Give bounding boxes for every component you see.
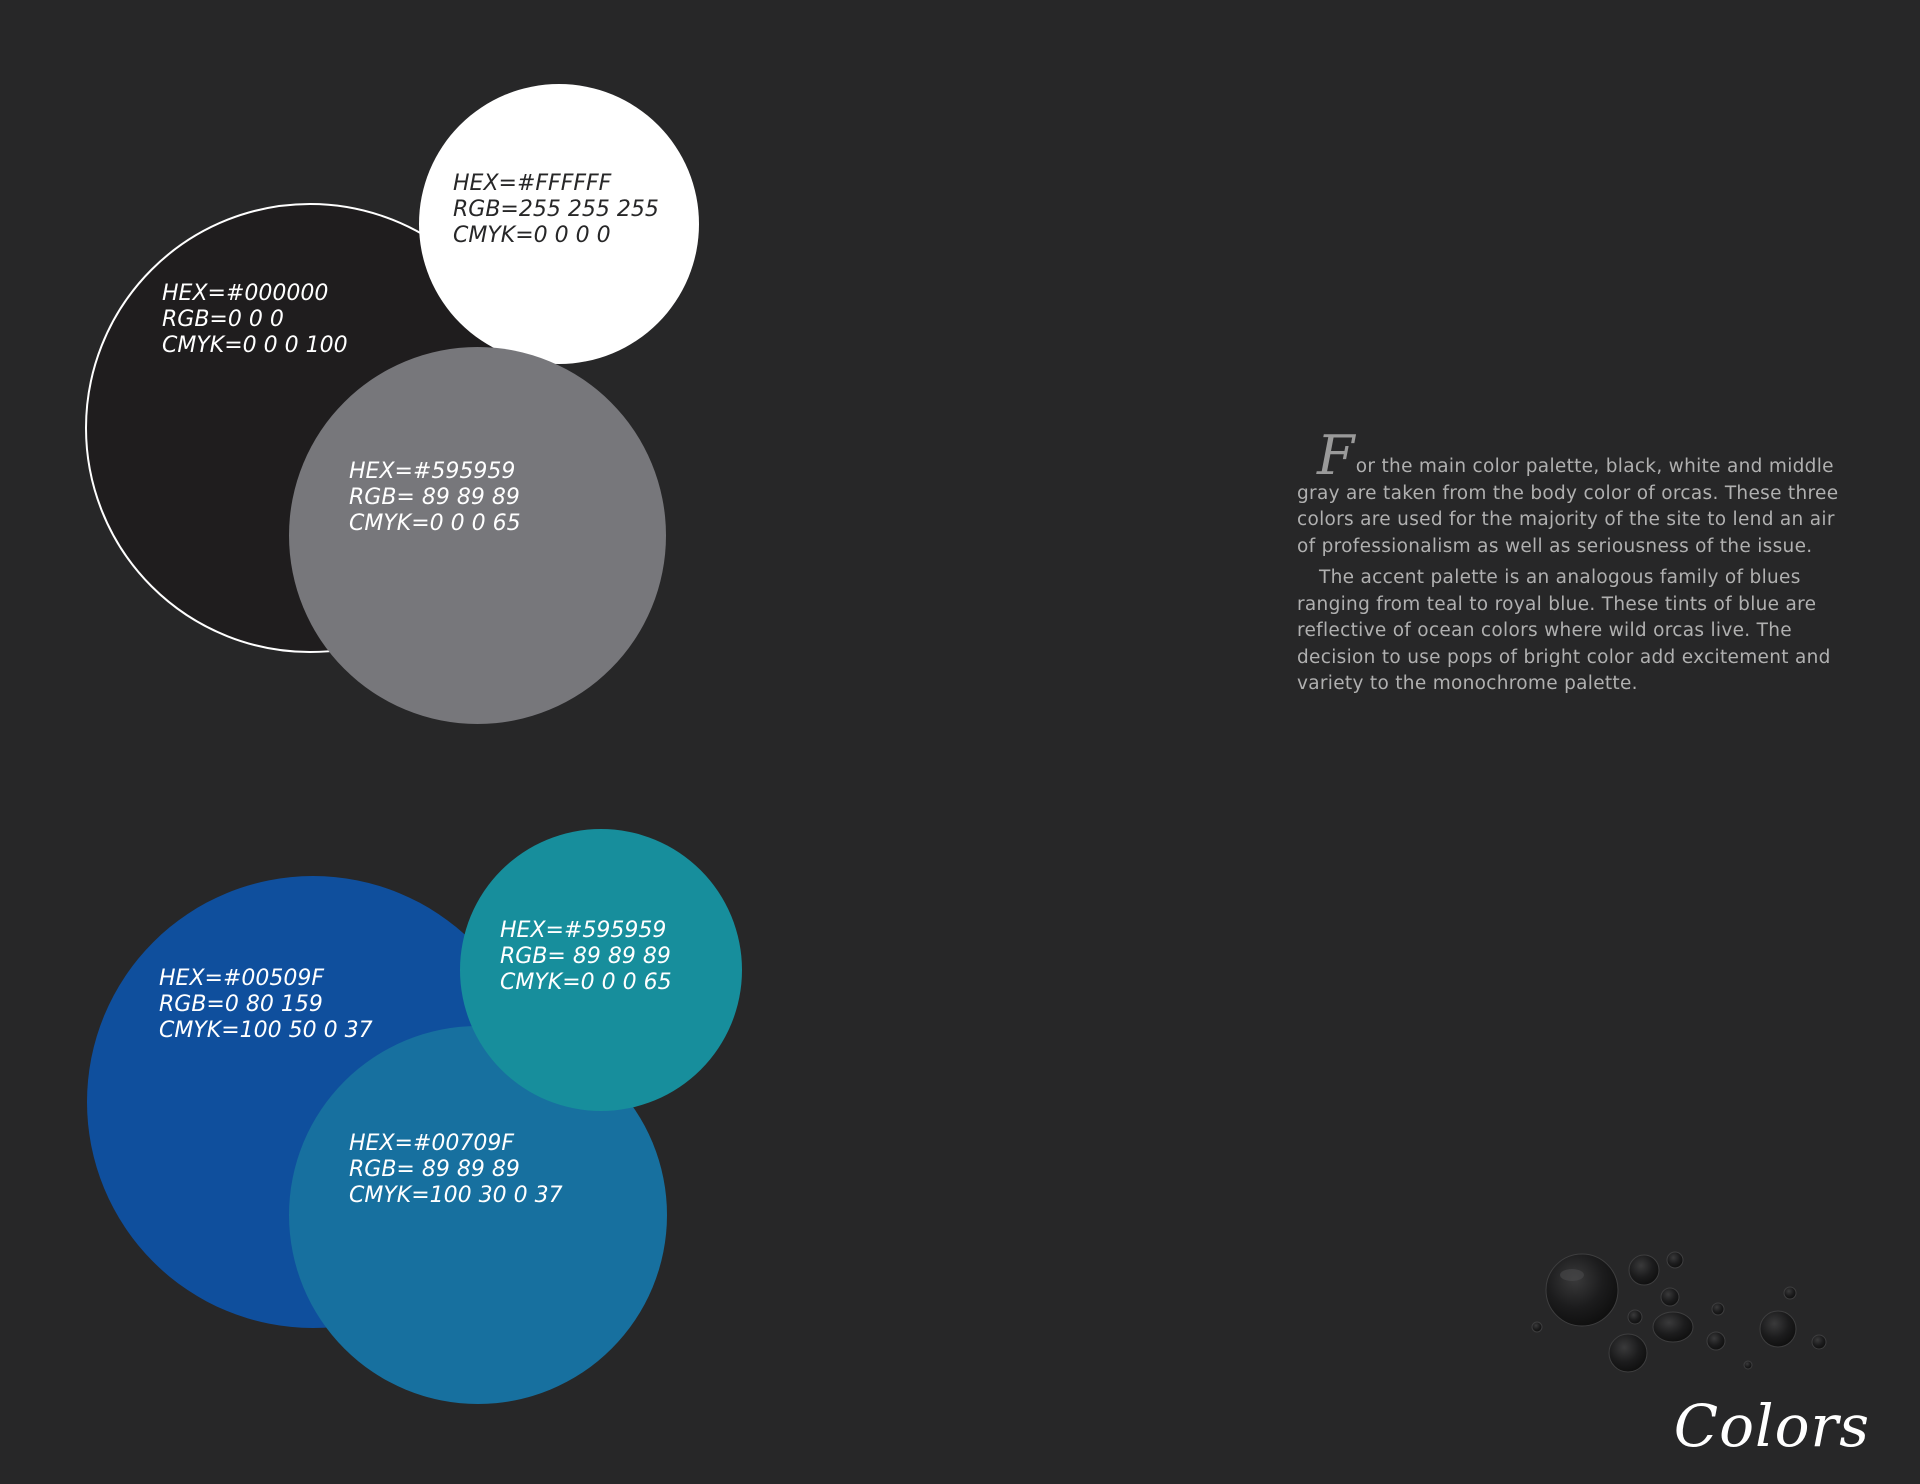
swatch-black-cmyk: CMYK=0 0 0 100: [162, 333, 348, 358]
page-title: Colors: [1673, 1392, 1870, 1460]
swatch-royal-blue-hex: HEX=#00509F: [159, 966, 325, 991]
swatch-teal-values: [500, 918, 672, 996]
swatch-teal-rgb: RGB= 89 89 89: [500, 944, 671, 969]
swatch-black-values: [162, 281, 348, 359]
swatch-black-rgb: RGB=0 0 0: [162, 307, 284, 332]
swatch-gray-values: [349, 459, 521, 537]
dropcap: F: [1317, 424, 1355, 487]
water-droplets-icon: [1520, 1245, 1840, 1375]
swatch-ocean-blue-hex: HEX=#00709F: [349, 1131, 515, 1156]
swatch-teal-hex: HEX=#595959: [500, 918, 667, 943]
swatch-royal-blue-cmyk: CMYK=100 50 0 37: [159, 1018, 373, 1043]
swatch-gray-rgb: RGB= 89 89 89: [349, 485, 520, 510]
body-copy: [1297, 424, 1857, 703]
swatch-white-cmyk: CMYK=0 0 0 0: [453, 223, 611, 248]
swatch-royal-blue-rgb: RGB=0 80 159: [159, 992, 323, 1017]
paragraph-accent-palette: The accent palette is an analogous family of blues ranging from teal to royal blue. These tints of blue are reflective of ocean colors where wild orcas live. The decision to use pops of bright color add excitement and variety to the monochrome palette.: [1297, 567, 1831, 694]
swatch-ocean-blue-values: [349, 1131, 563, 1209]
swatch-gray-hex: HEX=#595959: [349, 459, 516, 484]
swatch-white-values: [453, 171, 659, 249]
swatch-ocean-blue-rgb: RGB= 89 89 89: [349, 1157, 520, 1182]
swatch-royal-blue-values: [159, 966, 373, 1044]
swatch-white-rgb: RGB=255 255 255: [453, 197, 659, 222]
swatch-gray-cmyk: CMYK=0 0 0 65: [349, 511, 521, 536]
swatch-ocean-blue-cmyk: CMYK=100 30 0 37: [349, 1183, 563, 1208]
swatch-white-hex: HEX=#FFFFFF: [453, 171, 612, 196]
paragraph-main-palette-text: or the main color palette, black, white and middle gray are taken from the body color of orcas. These three colors are used for the majority of the site to lend an air of professionalism as well as seriousness of the issue.: [1297, 456, 1839, 557]
swatch-black-hex: HEX=#000000: [162, 281, 329, 306]
paragraph-main-palette: [1297, 424, 1857, 560]
swatch-teal-cmyk: CMYK=0 0 0 65: [500, 970, 672, 995]
